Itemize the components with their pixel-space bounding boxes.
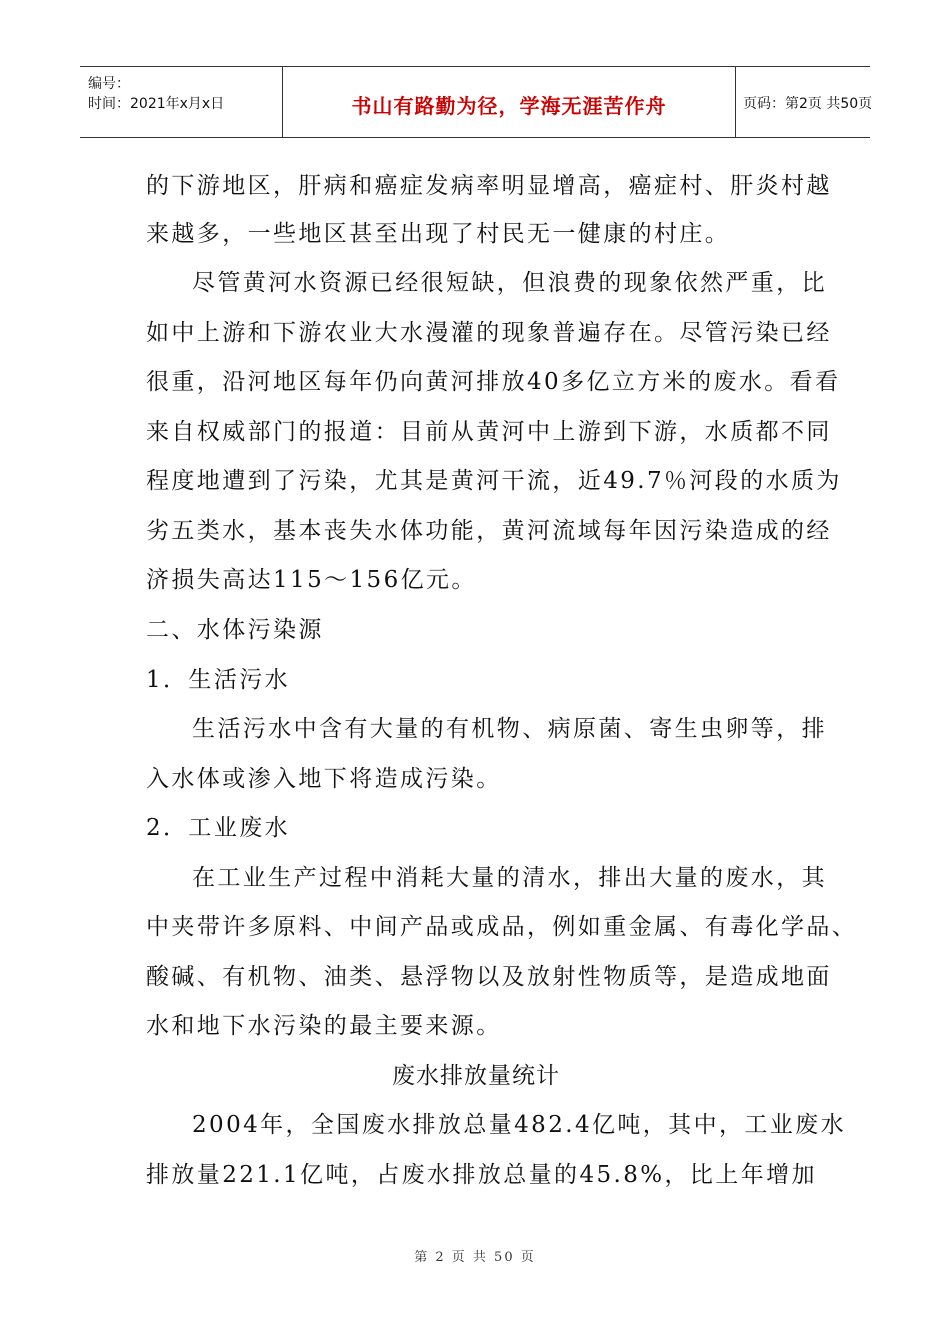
body-line: 中夹带许多原料、中间产品或成品，例如重金属、有毒化学品、 bbox=[146, 914, 858, 940]
body-line: 很重，沿河地区每年仍向黄河排放40多亿立方米的废水。看看 bbox=[146, 369, 841, 395]
paragraph-first-line: 生活污水中含有大量的有机物、病原菌、寄生虫卵等，排 bbox=[192, 716, 827, 742]
body-line: 来越多，一些地区甚至出现了村民无一健康的村庄。 bbox=[146, 221, 731, 247]
body-line: 劣五类水，基本丧失水体功能，黄河流域每年因污染造成的经 bbox=[146, 518, 832, 544]
subsection-heading: 2．工业废水 bbox=[146, 815, 291, 841]
header-motto: 书山有路勤为径，学海无涯苦作舟 bbox=[351, 94, 667, 118]
body-line: 排放量221.1亿吨，占废水排放总量的45.8%，比上年增加 bbox=[146, 1162, 817, 1188]
paragraph-first-line: 2004年，全国废水排放总量482.4亿吨，其中，工业废水 bbox=[192, 1112, 846, 1138]
header-left-cell bbox=[80, 67, 282, 137]
document-number-label: 编号： bbox=[88, 76, 130, 92]
paragraph-first-line: 在工业生产过程中消耗大量的清水，排出大量的废水，其 bbox=[192, 865, 827, 891]
document-date-label: 时间：2021年x月x日 bbox=[88, 96, 225, 112]
page-header bbox=[80, 66, 873, 138]
body-line: 酸碱、有机物、油类、悬浮物以及放射性物质等，是造成地面 bbox=[146, 964, 832, 990]
paragraph-first-line: 尽管黄河水资源已经很短缺，但浪费的现象依然严重，比 bbox=[192, 270, 827, 296]
header-right-cell bbox=[735, 67, 873, 137]
header-motto-cell bbox=[282, 67, 736, 137]
body-line: 的下游地区，肝病和癌症发病率明显增高，癌症村、肝炎村越 bbox=[146, 173, 832, 199]
body-line: 程度地遭到了污染，尤其是黄河干流，近49.7％河段的水质为 bbox=[146, 468, 842, 494]
centered-heading: 废水排放量统计 bbox=[392, 1063, 560, 1089]
body-line: 来自权威部门的报道：目前从黄河中上游到下游，水质都不同 bbox=[146, 419, 832, 445]
section-heading: 二、水体污染源 bbox=[146, 617, 324, 643]
page-number-label: 页码：第2页 共50页 bbox=[743, 96, 873, 112]
body-line: 如中上游和下游农业大水漫灌的现象普遍存在。尽管污染已经 bbox=[146, 320, 832, 346]
page-footer: 第 2 页 共 50 页 bbox=[414, 1250, 536, 1265]
subsection-heading: 1．生活污水 bbox=[146, 667, 291, 693]
body-line: 水和地下水污染的最主要来源。 bbox=[146, 1013, 502, 1039]
body-line: 入水体或渗入地下将造成污染。 bbox=[146, 766, 502, 792]
body-line: 济损失高达115～156亿元。 bbox=[146, 567, 477, 593]
